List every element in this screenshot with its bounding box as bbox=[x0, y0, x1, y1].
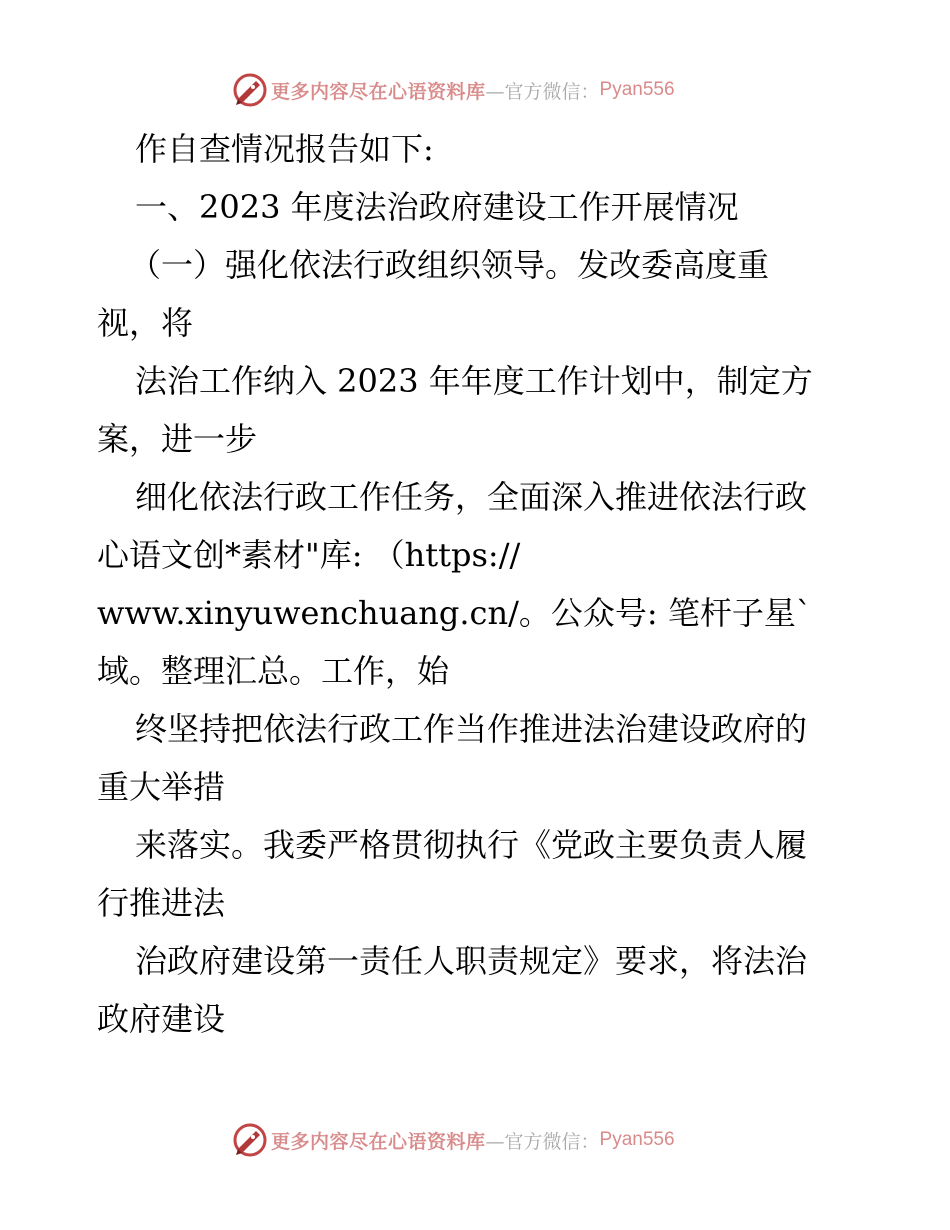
text-line: 终坚持把依法行政工作当作推进法治建设政府的 bbox=[135, 710, 808, 748]
watermark-id-text: Pyan556 bbox=[599, 79, 675, 100]
text-line: 治政府建设第一责任人职责规定》要求，将法治 bbox=[135, 942, 808, 980]
text-line: 作自查情况报告如下: bbox=[135, 130, 434, 168]
text-line: 心语文创*素材"库: （https:// bbox=[97, 536, 521, 574]
text-line: 视，将 bbox=[97, 304, 194, 342]
text-line: 重大举措 bbox=[97, 768, 226, 806]
watermark-main-text: 更多内容尽在心语资料库 bbox=[271, 1130, 486, 1153]
text-line: 政府建设 bbox=[97, 1000, 226, 1038]
text-line: 细化依法行政工作任务，全面深入推进依法行政 bbox=[135, 478, 808, 516]
text-line: 域。整理汇总。工作，始 bbox=[97, 652, 450, 690]
text-line: 一、2023 年度法治政府建设工作开展情况 bbox=[135, 188, 739, 226]
text-line: 法治工作纳入 2023 年年度工作计划中，制定方 bbox=[135, 362, 813, 400]
text-line: www.xinyuwenchuang.cn/。公众号: 笔杆子星` bbox=[97, 594, 812, 632]
footer-watermark bbox=[232, 1122, 732, 1158]
text-line: 案，进一步 bbox=[97, 420, 258, 458]
watermark-id-text: Pyan556 bbox=[599, 1129, 675, 1150]
pen-logo-icon bbox=[232, 72, 268, 108]
text-line: 来落实。我委严格贯彻执行《党政主要负责人履 bbox=[135, 826, 808, 864]
pen-logo-icon bbox=[232, 1122, 268, 1158]
watermark-main-text: 更多内容尽在心语资料库 bbox=[271, 80, 486, 103]
watermark-sub-text: —官方微信： bbox=[485, 1130, 600, 1153]
header-watermark bbox=[232, 72, 732, 108]
text-line: （一）强化依法行政组织领导。发改委高度重 bbox=[129, 246, 770, 284]
text-line: 行推进法 bbox=[97, 884, 226, 922]
watermark-sub-text: —官方微信： bbox=[485, 80, 600, 103]
body-text bbox=[97, 120, 857, 1048]
